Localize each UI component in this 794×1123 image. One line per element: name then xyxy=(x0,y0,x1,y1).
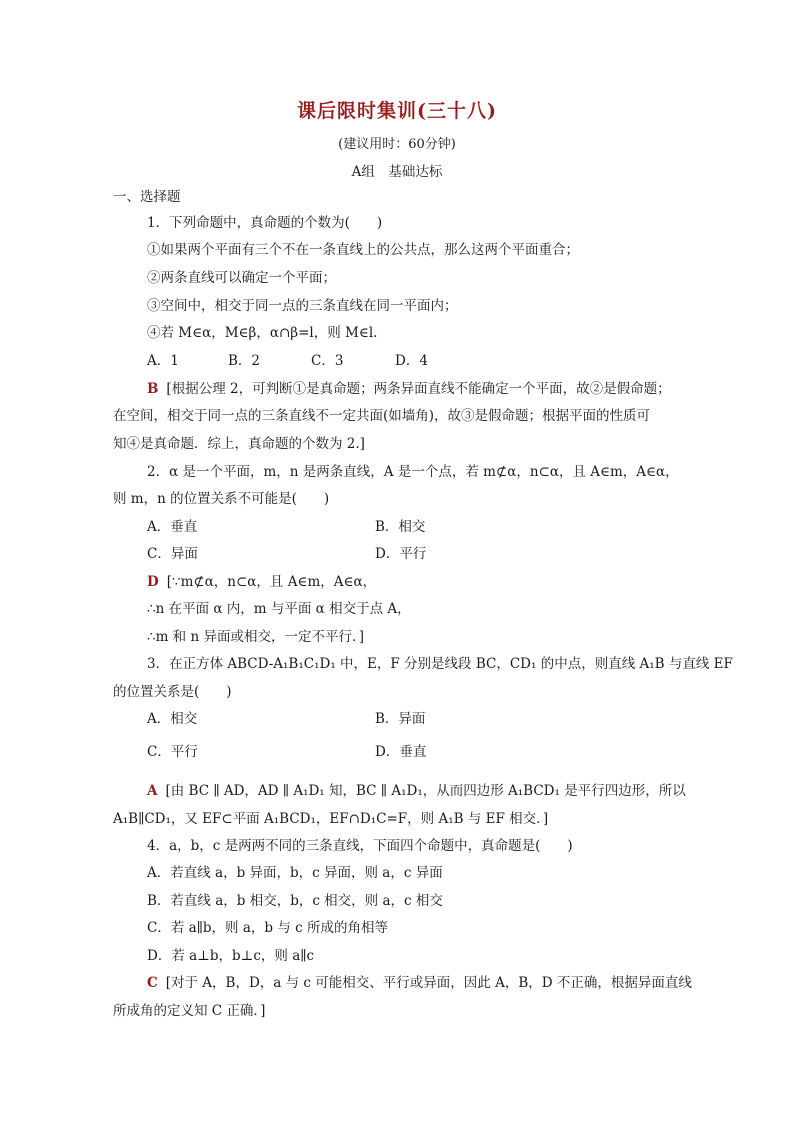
q2-option-c: C．异面 xyxy=(147,546,198,562)
q2-solution-line-2: ∴n 在平面 α 内，m 与平面 α 相交于点 A， xyxy=(147,601,411,617)
q1-solution-line-2: 在空间，相交于同一点的三条直线不一定共面(如墙角)，故③是假命题；根据平面的性质可 xyxy=(113,408,651,424)
q1-option-a: A．1 xyxy=(147,353,179,369)
q4-option-b: B．若直线 a，b 相交，b，c 相交，则 a，c 相交 xyxy=(147,893,443,909)
q3-stem-line-2: 的位置关系是( ) xyxy=(113,684,232,700)
q4-solution-line-1 xyxy=(147,973,692,993)
q1-solution-line-3: 知④是真命题．综上，真命题的个数为 2.] xyxy=(113,436,365,452)
q1-statement-4: ④若 M∈α，M∈β，α∩β=l，则 M∈l. xyxy=(147,325,378,341)
q2-option-d: D．平行 xyxy=(375,546,427,562)
group-heading: A组 基础达标 xyxy=(351,164,443,180)
q2-solution-line-1 xyxy=(147,572,376,592)
q4-option-d: D．若 a⊥b，b⊥c，则 a∥c xyxy=(147,948,315,964)
q3-solution-line-1 xyxy=(147,781,686,801)
q2-answer: D xyxy=(147,574,159,590)
q4-option-a: A．若直线 a，b 异面，b，c 异面，则 a，c 异面 xyxy=(147,865,443,881)
q4-option-c: C．若 a∥b，则 a，b 与 c 所成的角相等 xyxy=(147,920,388,936)
q3-solution-text-1: [由 BC ∥ AD，AD ∥ A₁D₁ 知，BC ∥ A₁D₁，从而四边形 A₁BCD₁ 是平行四边形，所以 xyxy=(165,783,686,799)
q3-answer: A xyxy=(147,783,158,799)
q4-solution-line-2: 所成角的定义知 C 正确．] xyxy=(113,1003,266,1019)
q4-answer: C xyxy=(147,975,158,991)
q3-stem-line-1: 3．在正方体 ABCD-A₁B₁C₁D₁ 中，E，F 分别是线段 BC，CD₁ 的中点，则直线 A₁B 与直线 EF xyxy=(147,656,733,672)
q2-option-b: B．相交 xyxy=(375,519,426,535)
q1-statement-1: ①如果两个平面有三个不在一条直线上的公共点，那么这两个平面重合； xyxy=(147,242,579,258)
q1-option-b: B．2 xyxy=(228,353,261,369)
q2-stem-line-2: 则 m，n 的位置关系不可能是( ) xyxy=(113,491,330,507)
q1-answer: B xyxy=(147,381,159,397)
q2-solution-text-1: [∵m⊄α，n⊂α，且 A∈m，A∈α， xyxy=(166,574,377,590)
section-heading: 一、选择题 xyxy=(113,189,181,205)
q1-statement-3: ③空间中，相交于同一点的三条直线在同一平面内； xyxy=(147,298,458,314)
suggested-time: (建议用时：60分钟) xyxy=(338,137,456,152)
q1-solution-line-1 xyxy=(147,379,671,399)
q1-option-d: D．4 xyxy=(395,353,428,369)
q3-option-a: A．相交 xyxy=(147,711,198,727)
q4-stem: 4．a，b，c 是两两不同的三条直线，下面四个命题中，真命题是( ) xyxy=(147,838,573,854)
page-title: 课后限时集训(三十八) xyxy=(297,100,497,122)
q3-option-c: C．平行 xyxy=(147,744,198,760)
q2-option-a: A．垂直 xyxy=(147,519,198,535)
q1-statement-2: ②两条直线可以确定一个平面； xyxy=(147,270,336,286)
q2-solution-line-3: ∴m 和 n 异面或相交，一定不平行．] xyxy=(147,629,364,645)
q3-option-b: B．异面 xyxy=(375,711,426,727)
q1-option-c: C．3 xyxy=(311,353,344,369)
q2-stem-line-1: 2．α 是一个平面，m，n 是两条直线，A 是一个点，若 m⊄α，n⊂α，且 A∈m，A∈α， xyxy=(147,464,679,480)
q3-option-d: D．垂直 xyxy=(375,744,427,760)
q1-stem: 1．下列命题中，真命题的个数为( ) xyxy=(147,215,383,231)
q1-solution-text-1: [根据公理 2，可判断①是真命题；两条异面直线不能确定一个平面，故②是假命题； xyxy=(166,381,671,397)
q4-solution-text-1: [对于 A，B，D，a 与 c 可能相交、平行或异面，因此 A，B，D 不正确，根据异面直线 xyxy=(165,975,692,991)
q3-solution-line-2: A₁B∥CD₁，又 EF⊂平面 A₁BCD₁，EF∩D₁C=F，则 A₁B 与 EF 相交．] xyxy=(113,811,549,827)
